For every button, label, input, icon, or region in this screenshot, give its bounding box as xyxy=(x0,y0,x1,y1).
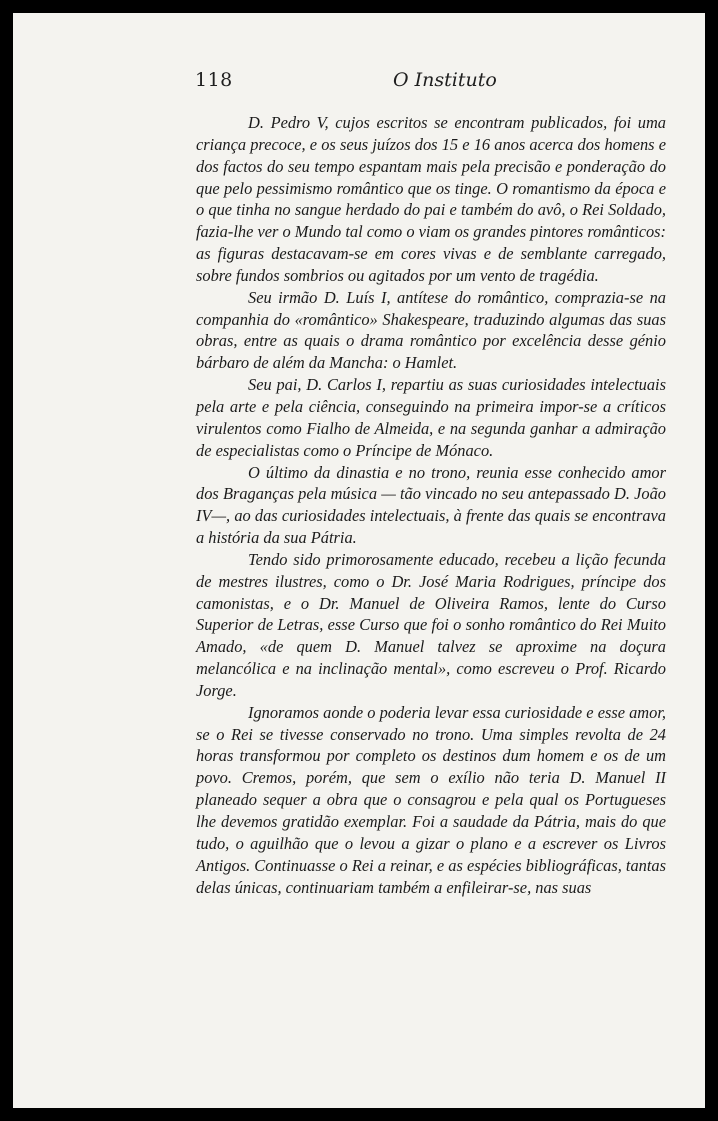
body-text xyxy=(196,112,666,898)
paragraph: D. Pedro V, cujos escritos se encontram publicados, foi uma criança precoce, e os seus juízos dos 15 e 16 anos acerca dos homens e dos factos do seu tempo espantam mais pela precisão e ponderação do que pelo pessimismo romântico que os tinge. O romantismo da época e o que tinha no sangue herdado do pai e também do avô, o Rei Soldado, fazia-lhe ver o Mundo tal como o viam os grandes pintores românticos: as figuras destacavam-se em cores vivas e de semblante carregado, sobre fundos sombrios ou agitados por um vento de tragédia. xyxy=(196,113,666,285)
page-header xyxy=(13,63,705,103)
page xyxy=(13,13,705,1108)
paragraph: Ignoramos aonde o poderia levar essa curiosidade e esse amor, se o Rei se tivesse conservado no trono. Uma simples revolta de 24 horas transformou por completo os destinos dum homem e os de um povo. Cremos, porém, que sem o exílio não teria D. Manuel II planeado sequer a obra que o consagrou e pela qual os Portugueses lhe devemos gratidão exemplar. Foi a saudade da Pátria, mais do que tudo, o aguilhão que o levou a gizar o plano e a escrever os Livros Antigos. Continuasse o Rei a reinar, e as espécies bibliográficas, tantas delas únicas, continuariam também a enfileirar-se, nas suas xyxy=(196,702,666,897)
paragraph: Seu irmão D. Luís I, antítese do romântico, comprazia-se na companhia do «romântico» Shakespeare, traduzindo algumas das suas obras, entre as quais o drama romântico por excelência desse génio bárbaro de além da Mancha: o Hamlet. xyxy=(196,287,666,373)
paragraph: Tendo sido primorosamente educado, recebeu a lição fecunda de mestres ilustres, como o Dr. José Maria Rodrigues, príncipe dos camonistas, e o Dr. Manuel de Oliveira Ramos, lente do Curso Superior de Letras, esse Curso que foi o sonho romântico do Rei Muito Amado, «de quem D. Manuel talvez se aproxime na doçura melancólica e na inclinação mental», como escreveu o Prof. Ricardo Jorge. xyxy=(196,549,666,700)
paragraph: O último da dinastia e no trono, reunia esse conhecido amor dos Braganças pela música — tão vincado no seu antepassado D. João IV—, ao das curiosidades intelectuais, à frente das quais se encontrava a história da sua Pátria. xyxy=(196,462,666,548)
running-title: O Instituto xyxy=(393,69,497,91)
page-number: 118 xyxy=(195,69,233,91)
paragraph: Seu pai, D. Carlos I, repartiu as suas curiosidades intelectuais pela arte e pela ciência, conseguindo na primeira impor-se a críticos virulentos como Fialho de Almeida, e na segunda ganhar a admiração de especialistas como o Príncipe de Mónaco. xyxy=(196,375,666,460)
